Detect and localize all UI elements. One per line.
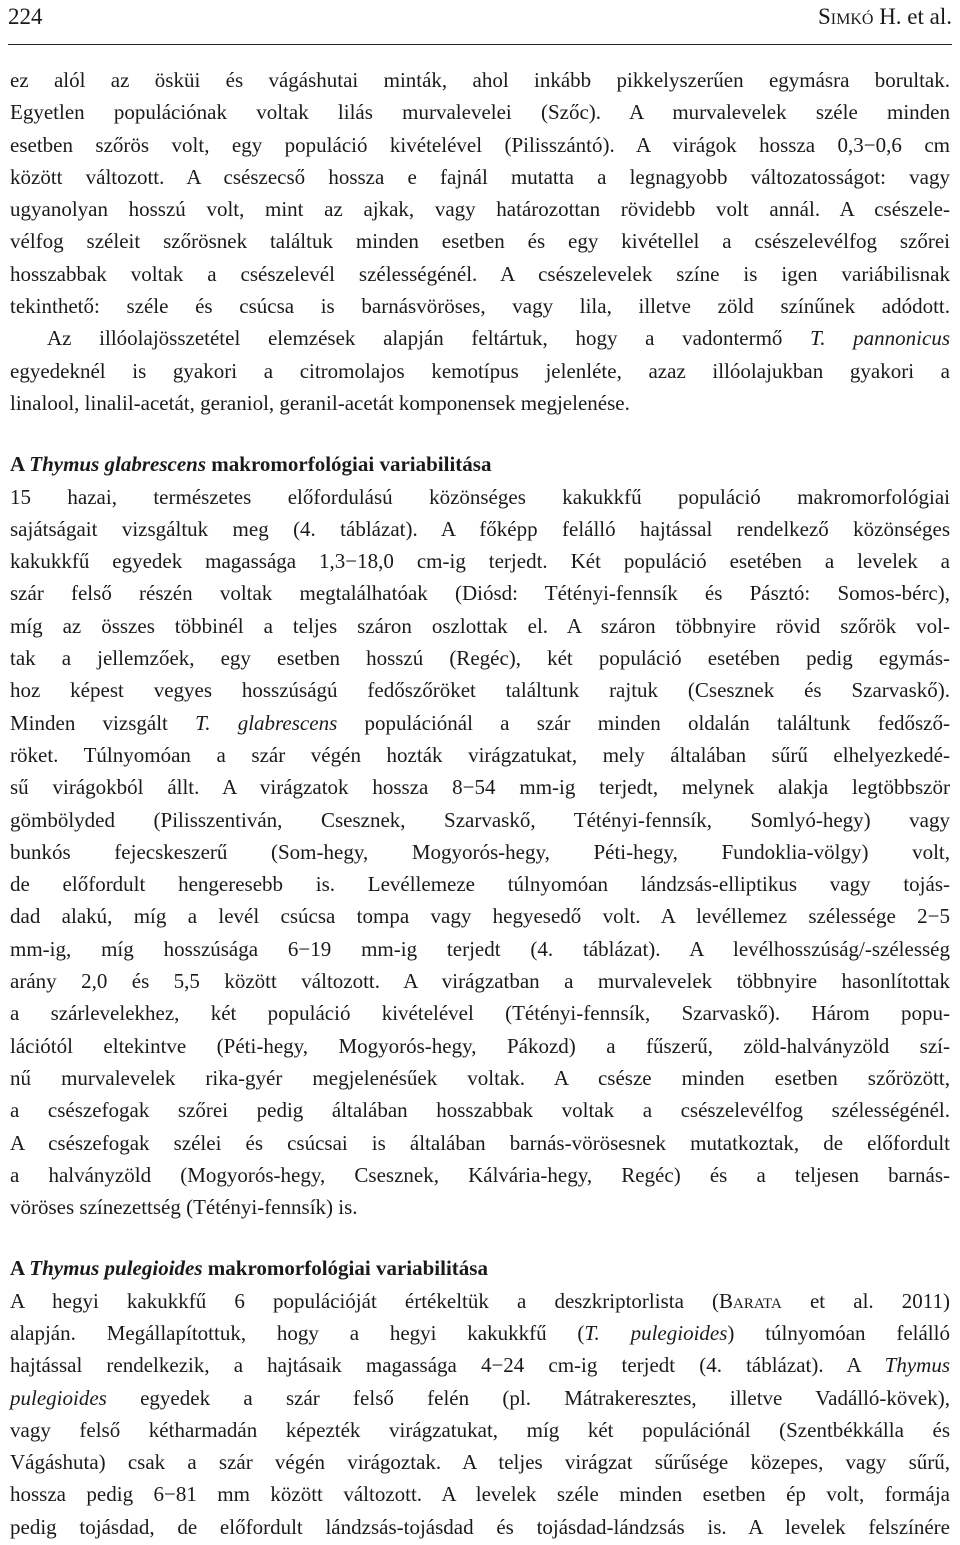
text-line [10, 1285, 950, 1317]
running-header [818, 2, 952, 32]
article-body [10, 64, 950, 1543]
text-line: linalool, linalil-acetát, geraniol, geranil-acetát komponensek megjelenése. [10, 390, 630, 415]
text-line: sajátságait vizsgáltuk meg (4. táblázat). A főképp felálló hajtással rendelkező közönséges [10, 516, 950, 541]
heading-species: Thymus pulegioides [29, 1256, 203, 1281]
heading-text: A [10, 1256, 30, 1281]
text-line: szár felső részén voltak megtalálhatóak (Diósd: Tétényi-fennsík és Pásztó: Somos-bérc), [10, 581, 950, 606]
text-run: Minden vizsgált [10, 710, 196, 735]
text-line: ez alól az ösküi és vágáshutai minták, ahol inkább pikkelyszerűen egymásra borultak. [10, 68, 950, 92]
text-line: Vágáshuta) csak a szár végén virágoztak. A teljes virágzat sűrűsége közepes, vagy sűrű, [10, 1450, 950, 1475]
text-run: A hegyi kakukkfű 6 populációját értékeltük a deszkriptorlista ( [10, 1288, 720, 1313]
text-line: a csészefogak szőrei pedig általában hosszabbak voltak a csészelevélfog szélességénél. [10, 1098, 950, 1123]
text-line: bunkós fejecskeszerű (Som-hegy, Mogyorós-hegy, Péti-hegy, Fundoklia-völgy) volt, [10, 839, 950, 864]
text-line: kakukkfű egyedek magassága 1,3−18,0 cm-ig terjedt. Két populáció esetében a levelek a [10, 549, 950, 574]
page-number: 224 [8, 4, 43, 29]
text-line: A csészefogak szélei és csúcsai is általában barnás-vörösesnek mutatkoztak, de előfordult [10, 1130, 950, 1155]
heading-species: Thymus glabrescens [29, 452, 207, 477]
text-line: 15 hazai, természetes előfordulású közönséges kakukkfű populáció makromorfológiai [10, 484, 950, 509]
species-name: T. pannonicus [810, 326, 951, 351]
text-line: pedig tojásdad, de előfordult lándzsás-tojásdad és tojásdad-lándzsás is. A levelek felszínére [10, 1514, 950, 1539]
heading-text: A [10, 452, 30, 477]
text-line [10, 707, 950, 739]
species-name: Thymus [884, 1353, 950, 1378]
text-line: de előfordult hengeresebb is. Levéllemeze túlnyomóan lándzsás-elliptikus vagy tojás- [10, 872, 950, 897]
text-line: vagy felső kétharmadán képezték virágzatukat, míg két populációnál (Szentbékkálla és [10, 1417, 950, 1442]
text-line: hosszabbak voltak a csészelevél szélességénél. A csészelevelek színe is igen variábilisnak [10, 261, 950, 286]
text-run: ) túlnyomóan felálló [727, 1320, 950, 1345]
heading-text: makromorfológiai variabilitása [202, 1256, 488, 1281]
section-gap [10, 1223, 950, 1252]
heading-text: makromorfológiai variabilitása [206, 452, 492, 477]
text-line: között változott. A csészecső hossza e fajnál mutatta a legnagyobb változatosságot: vagy [10, 164, 950, 189]
text-line [10, 1349, 950, 1381]
text-line: míg az összes többinél a teljes száron oszlottak el. A száron többnyire rövid szőrök vol- [10, 613, 950, 638]
text-line [10, 322, 950, 354]
text-line: tekinthető: széle és csúcsa is barnásvöröses, vagy lila, illetve zöld színűnek adódott. [10, 294, 950, 319]
section-gap [10, 419, 950, 448]
section-heading [10, 1252, 950, 1284]
text-line: sű virágokból állt. A virágzatok hossza 8−54 mm-ig terjedt, melynek alakja legtöbbször [10, 775, 950, 800]
text-line: nű murvalevelek rika-gyér megjelenésűek voltak. A csésze minden esetben szőrözött, [10, 1065, 950, 1090]
text-line [10, 1317, 950, 1349]
author-name: Simkó [817, 4, 874, 29]
section-heading [10, 448, 950, 480]
text-line: arány 2,0 és 5,5 között változott. A virágzatban a murvalevelek többnyire hasonlítottak [10, 969, 950, 994]
cited-author: Barata [719, 1288, 782, 1313]
text-line: vélfog széleit szőrösnek találtuk minden esetben és egy kivétellel a csészelevélfog szőrei [10, 229, 950, 254]
text-run: hajtással rendelkezik, a hajtásaik magassága 4−24 cm-ig terjedt (4. táblázat). A [10, 1353, 885, 1378]
text-run: alapján. Megállapítottuk, hogy a hegyi kakukkfű ( [10, 1320, 585, 1345]
text-line: a szárlevelekhez, két populáció kivételével (Tétényi-fennsík, Szarvaskő). Három popu- [10, 1001, 950, 1026]
text-line [10, 1382, 950, 1414]
text-line: ugyanolyan hosszú volt, mint az ajkak, vagy határozottan rövidebb volt annál. A csészele- [10, 197, 950, 222]
text-line: gömbölyded (Pilisszentiván, Csesznek, Szarvaskő, Tétényi-fennsík, Somlyó-hegy) vagy [10, 807, 950, 832]
species-name: T. pulegioides [584, 1320, 728, 1345]
text-line: esetben szőrös volt, egy populáció kivételével (Pilisszántó). A virágok hossza 0,3−0,6 cm [10, 132, 950, 157]
text-line: a halványzöld (Mogyorós-hegy, Csesznek, Kálvária-hegy, Regéc) és a teljesen barnás- [10, 1162, 950, 1187]
text-line: dad alakú, míg a levél csúcsa tompa vagy hegyesedő volt. A levéllemez szélessége 2−5 [10, 904, 950, 929]
text-line: vöröses színezettség (Tétényi-fennsík) is. [10, 1195, 358, 1220]
text-line: lációtól eltekintve (Péti-hegy, Mogyorós-hegy, Pákozd) a fűszerű, zöld-halványzöld szí- [10, 1033, 950, 1058]
header-rule [8, 44, 952, 45]
text-run: Az illóolajösszetétel elemzések alapján feltártuk, hogy a vadontermő [47, 326, 811, 351]
text-line: hoz képest vegyes hosszúságú fedőszőröket találtunk rajtuk (Csesznek és Szarvaskő). [10, 678, 950, 703]
species-name: pulegioides [10, 1385, 107, 1410]
text-run: populációnál a szár minden oldalán találtunk fedősző- [337, 710, 950, 735]
text-run: egyedek a szár felső felén (pl. Mátrakeresztes, illetve Vadálló-kövek), [106, 1385, 950, 1410]
species-name: T. glabrescens [195, 710, 338, 735]
author-suffix: H. et al. [873, 4, 952, 29]
text-line: mm-ig, míg hosszúsága 6−19 mm-ig terjedt (4. táblázat). A levélhosszúság/-szélesség [10, 936, 950, 961]
text-run: et al. 2011) [781, 1288, 950, 1313]
text-line: tak a jellemzőek, egy esetben hosszú (Regéc), két populáció esetében pedig egymás- [10, 646, 950, 671]
text-line: Egyetlen populációnak voltak lilás murvalevelei (Szőc). A murvalevelek széle minden [10, 100, 950, 125]
text-line: hossza pedig 6−81 mm között változott. A levelek széle minden esetben ép volt, formája [10, 1482, 950, 1507]
text-line: röket. Túlnyomóan a szár végén hozták virágzatukat, mely általában sűrű elhelyezkedé- [10, 742, 950, 767]
text-line: egyedeknél is gyakori a citromolajos kemotípus jelenléte, azaz illóolajukban gyakori a [10, 358, 950, 383]
